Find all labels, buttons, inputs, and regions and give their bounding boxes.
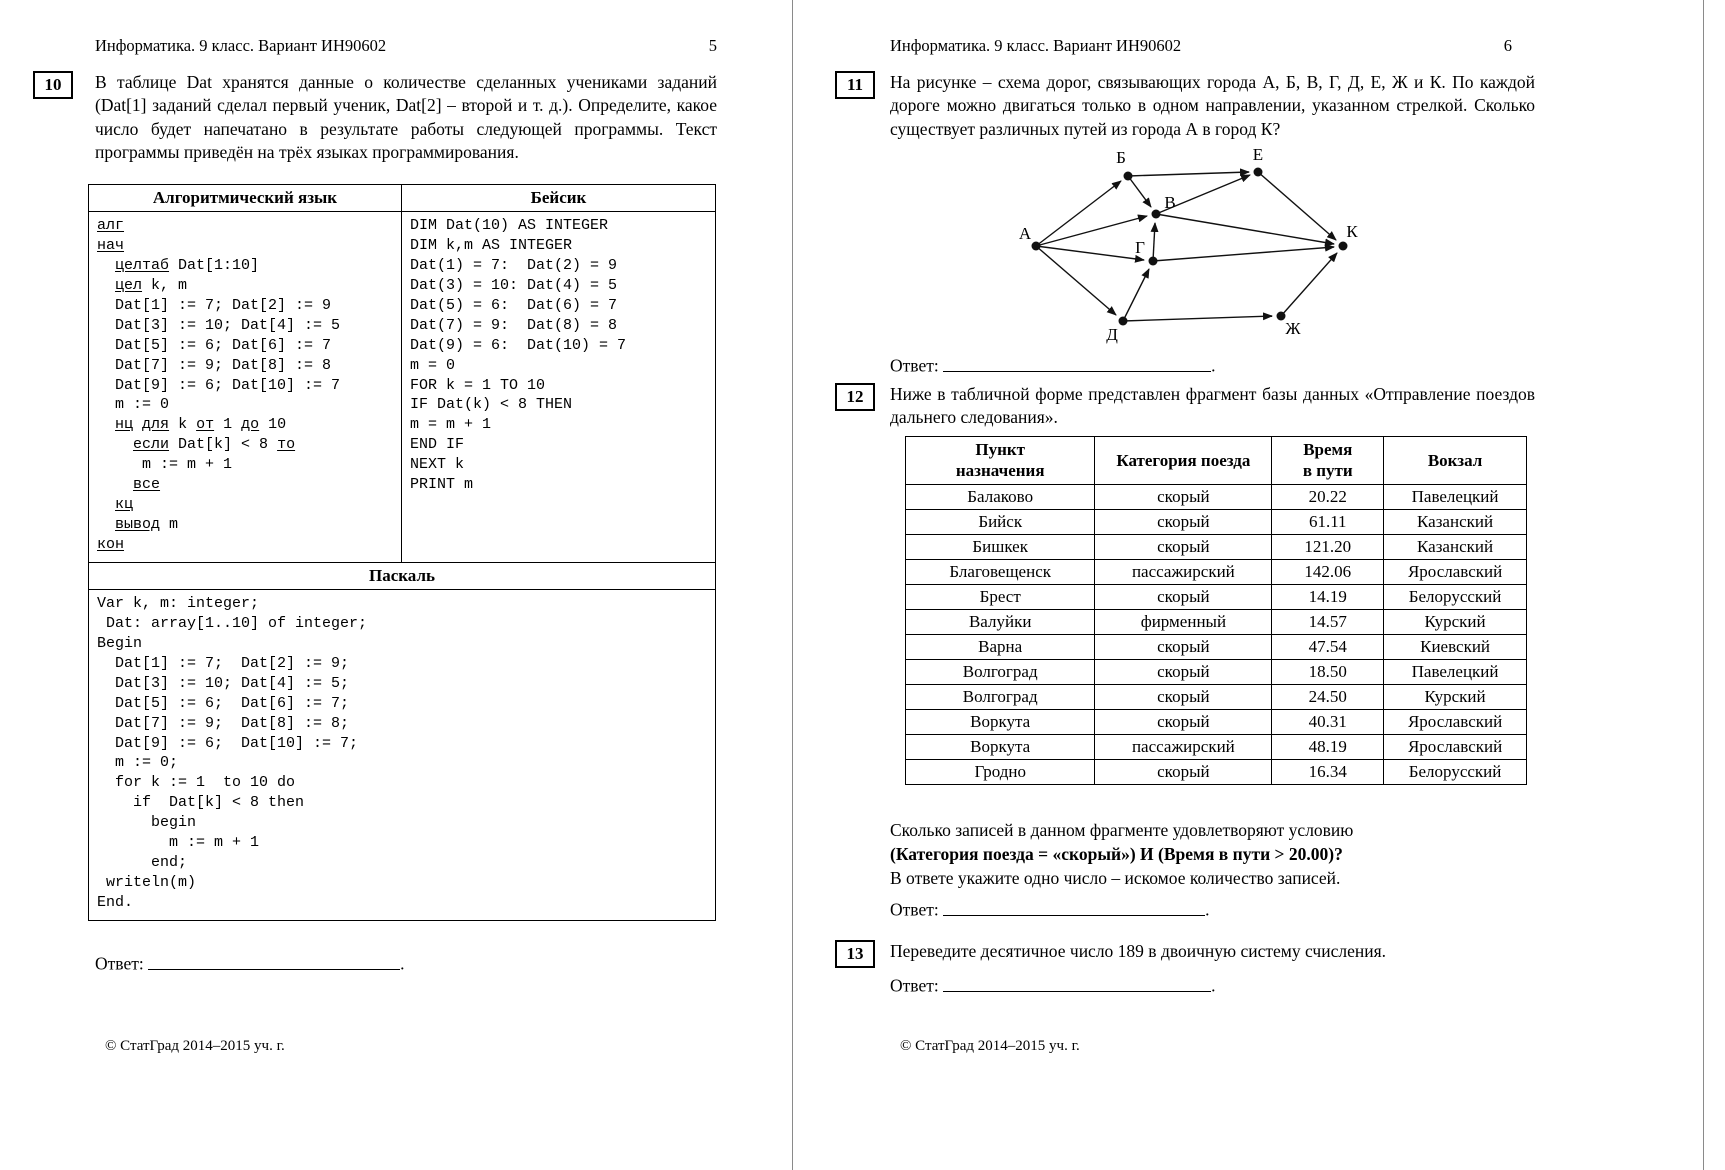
- answer-line-10: [95, 952, 404, 975]
- table-cell: Павелецкий: [1384, 484, 1527, 509]
- table-cell: Курский: [1384, 609, 1527, 634]
- edge-G-K: [1153, 247, 1334, 261]
- header-title: Информатика. 9 класс. Вариант ИН90602: [890, 36, 1182, 55]
- code-table: [88, 184, 716, 921]
- code-line: m = m + 1: [410, 416, 492, 434]
- graph-node-label: А: [1018, 224, 1032, 243]
- table-cell: Ярославский: [1384, 734, 1527, 759]
- code-line: m := 0;: [97, 754, 179, 772]
- code-line: m := 0: [97, 396, 170, 414]
- question-line: Сколько записей в данном фрагменте удовлетворяют условию: [890, 820, 1354, 840]
- edge-V-K: [1156, 214, 1334, 244]
- graph-node-label: Б: [1116, 148, 1126, 167]
- page-footer: © СтатГрад 2014–2015 уч. г.: [105, 1038, 285, 1054]
- header-line: Категория поезда: [1116, 450, 1251, 470]
- task-12-intro: Ниже в табличной форме представлен фрагмент базы данных «Отправление поездов дальнего следования».: [890, 384, 1535, 428]
- edge-B-V: [1128, 176, 1151, 207]
- table-row: [906, 759, 1527, 784]
- answer-line-13: [890, 974, 1215, 997]
- code-line: если Dat[k] < 8 то: [133, 436, 296, 454]
- roads-graph-figure: [988, 146, 1418, 356]
- table-cell: 61.11: [1272, 509, 1384, 534]
- table-cell: Гродно: [906, 759, 1095, 784]
- code-line: IF Dat(k) < 8 THEN: [410, 396, 573, 414]
- edge-D-G: [1123, 269, 1149, 321]
- node-dot-ZH: [1277, 312, 1286, 321]
- task-number-box-12: [835, 383, 875, 411]
- code-table-body: [89, 212, 715, 562]
- answer-line-11: [890, 354, 1215, 377]
- table-cell: Казанский: [1384, 509, 1527, 534]
- table-cell: скорый: [1095, 534, 1272, 559]
- roads-graph: [988, 146, 1418, 351]
- column-header-station: [1384, 437, 1527, 485]
- page-header: [95, 36, 717, 56]
- node-dot-A: [1032, 242, 1041, 251]
- edge-A-D: [1036, 246, 1116, 315]
- code-line: целтаб Dat[1:10]: [115, 256, 260, 274]
- code-line: for k := 1 to 10 do: [97, 774, 296, 792]
- code-line: цел k, m: [115, 276, 188, 294]
- edge-G-V: [1153, 223, 1155, 261]
- table-cell: 24.50: [1272, 684, 1384, 709]
- code-table-header-row: [89, 185, 715, 212]
- pascal-section-header: Паскаль: [89, 562, 715, 590]
- edge-D-ZH: [1123, 316, 1272, 321]
- code-line: нач: [97, 236, 125, 254]
- table-cell: Волгоград: [906, 659, 1095, 684]
- header-line: Пункт: [975, 440, 1026, 459]
- task-number: 11: [846, 75, 864, 94]
- code-line: m := m + 1: [97, 834, 260, 852]
- answer-suffix: .: [1211, 975, 1216, 996]
- code-line: Dat[5] := 6; Dat[6] := 7;: [97, 694, 350, 712]
- table-cell: 48.19: [1272, 734, 1384, 759]
- code-line: End.: [97, 894, 134, 911]
- code-line: Dat[5] := 6; Dat[6] := 7: [97, 336, 332, 354]
- table-row: [906, 634, 1527, 659]
- node-dot-D: [1119, 317, 1128, 326]
- table-cell: фирменный: [1095, 609, 1272, 634]
- graph-node-label: Ж: [1285, 319, 1301, 338]
- table-cell: Воркута: [906, 734, 1095, 759]
- code-line: Dat[7] := 9; Dat[8] := 8: [97, 356, 332, 374]
- code-line: вывод m: [115, 516, 179, 534]
- table-cell: 47.54: [1272, 634, 1384, 659]
- table-cell: пассажирский: [1095, 559, 1272, 584]
- graph-node-label: Д: [1106, 325, 1118, 344]
- question-condition: (Категория поезда = «скорый») И (Время в пути > 20.00)?: [890, 844, 1343, 865]
- table-cell: Бийск: [906, 509, 1095, 534]
- table-cell: Брест: [906, 584, 1095, 609]
- task-12-question: [890, 818, 1538, 890]
- table-cell: 121.20: [1272, 534, 1384, 559]
- code-line: if Dat[k] < 8 then: [97, 794, 305, 812]
- code-line: Var k, m: integer;: [97, 594, 260, 612]
- algo-column-header: Алгоритмический язык: [89, 185, 402, 211]
- code-line: кц: [115, 496, 134, 514]
- table-cell: скорый: [1095, 659, 1272, 684]
- node-dot-B: [1124, 172, 1133, 181]
- edge-B-E: [1128, 172, 1249, 176]
- page-number: 6: [1503, 36, 1512, 55]
- task-13-text: Переведите десятичное число 189 в двоичную систему счисления.: [890, 941, 1386, 961]
- task-number: 12: [846, 387, 864, 406]
- answer-label: Ответ:: [890, 355, 939, 376]
- code-line: Dat[1] := 7; Dat[2] := 9;: [97, 654, 350, 672]
- code-line: Dat[9] := 6; Dat[10] := 7;: [97, 734, 359, 752]
- algo-code-block: [89, 212, 402, 562]
- code-line: m = 0: [410, 356, 456, 374]
- code-line: алг: [97, 217, 125, 234]
- task-number: 10: [44, 75, 62, 94]
- table-cell: Волгоград: [906, 684, 1095, 709]
- table-row: [906, 734, 1527, 759]
- answer-blank: [943, 898, 1205, 916]
- code-line: Dat[9] := 6; Dat[10] := 7: [97, 376, 341, 394]
- table-cell: 16.34: [1272, 759, 1384, 784]
- table-row: [906, 534, 1527, 559]
- header-title: Информатика. 9 класс. Вариант ИН90602: [95, 36, 387, 55]
- page-number: 5: [708, 36, 717, 55]
- header-line: назначения: [955, 461, 1045, 481]
- answer-suffix: .: [1211, 355, 1216, 376]
- code-line: begin: [97, 814, 197, 832]
- task-number-box-10: [33, 71, 73, 99]
- basic-column-header: Бейсик: [530, 188, 587, 207]
- task-number-box-13: [835, 940, 875, 968]
- table-cell: 14.19: [1272, 584, 1384, 609]
- column-header-category: [1095, 437, 1272, 485]
- table-cell: Бишкек: [906, 534, 1095, 559]
- table-cell: Валуйки: [906, 609, 1095, 634]
- code-line: Dat(1) = 7: Dat(2) = 9: [410, 256, 618, 274]
- table-row: [906, 684, 1527, 709]
- task-11-text: На рисунке – схема дорог, связывающих города А, Б, В, Г, Д, Е, Ж и К. По каждой дороге можно двигаться только в одном направлении, указанном стрелкой. Сколько существует различных путей из города А в город К?: [890, 72, 1535, 139]
- code-line: Dat(7) = 9: Dat(8) = 8: [410, 316, 618, 334]
- table-cell: Воркута: [906, 709, 1095, 734]
- page-5: [0, 0, 793, 1170]
- table-cell: 18.50: [1272, 659, 1384, 684]
- table-header-row: [906, 437, 1527, 485]
- answer-blank: [943, 974, 1211, 992]
- trains-table: [905, 436, 1527, 785]
- task-10-text: В таблице Dat хранятся данные о количестве сделанных учениками заданий (Dat[1] заданий сделал первый ученик, Dat[2] – второй и т. д.). Определите, какое число будет напечатано в результате работы следующей программы. Текст программы приведён на трёх языках программирования.: [95, 72, 717, 162]
- answer-blank: [148, 952, 400, 970]
- code-line: END IF: [410, 436, 465, 454]
- answer-label: Ответ:: [890, 899, 939, 920]
- table-cell: скорый: [1095, 709, 1272, 734]
- column-header-destination: [906, 437, 1095, 485]
- code-line: Dat: array[1..10] of integer;: [97, 614, 368, 632]
- code-line: Dat[3] := 10; Dat[4] := 5;: [97, 674, 350, 692]
- code-line: Dat(3) = 10: Dat(4) = 5: [410, 276, 618, 294]
- code-line: Dat(5) = 6: Dat(6) = 7: [410, 296, 618, 314]
- code-line: end;: [97, 854, 188, 872]
- table-cell: Белорусский: [1384, 584, 1527, 609]
- table-cell: 14.57: [1272, 609, 1384, 634]
- table-cell: пассажирский: [1095, 734, 1272, 759]
- table-cell: Ярославский: [1384, 709, 1527, 734]
- table-row: [906, 584, 1527, 609]
- code-line: DIM k,m AS INTEGER: [410, 236, 573, 254]
- table-cell: 40.31: [1272, 709, 1384, 734]
- table-row: [906, 609, 1527, 634]
- node-dot-K: [1339, 242, 1348, 251]
- code-line: PRINT m: [410, 476, 474, 494]
- header-line: Время: [1303, 440, 1353, 459]
- table-cell: 142.06: [1272, 559, 1384, 584]
- table-row: [906, 484, 1527, 509]
- table-cell: Киевский: [1384, 634, 1527, 659]
- table-cell: скорый: [1095, 509, 1272, 534]
- edge-A-G: [1036, 246, 1144, 260]
- answer-line-12: [890, 898, 1209, 921]
- header-line: Вокзал: [1427, 450, 1483, 470]
- graph-node-label: Е: [1252, 146, 1264, 164]
- table-row: [906, 509, 1527, 534]
- answer-suffix: .: [400, 953, 405, 974]
- node-dot-G: [1149, 257, 1158, 266]
- question-line: В ответе укажите одно число – искомое количество записей.: [890, 868, 1341, 889]
- code-line: NEXT k: [410, 456, 465, 474]
- edge-ZH-K: [1281, 253, 1337, 316]
- table-cell: скорый: [1095, 484, 1272, 509]
- code-line: Dat[7] := 9; Dat[8] := 8;: [97, 714, 350, 732]
- table-cell: Белорусский: [1384, 759, 1527, 784]
- code-line: Dat[3] := 10; Dat[4] := 5: [97, 316, 341, 334]
- graph-edges: [1036, 172, 1337, 321]
- pascal-code-block: [89, 590, 715, 920]
- table-cell: Варна: [906, 634, 1095, 659]
- graph-nodes: [1032, 168, 1348, 326]
- table-cell: Благовещенск: [906, 559, 1095, 584]
- table-cell: скорый: [1095, 584, 1272, 609]
- code-line: writeln(m): [97, 874, 197, 892]
- graph-node-label: К: [1346, 222, 1358, 241]
- table-row: [906, 709, 1527, 734]
- code-line: Begin: [97, 634, 143, 652]
- code-line: нц для k от 1 до 10: [115, 416, 287, 434]
- edge-E-K: [1258, 172, 1336, 240]
- table-cell: Балаково: [906, 484, 1095, 509]
- code-line: кон: [97, 536, 125, 553]
- table-cell: скорый: [1095, 634, 1272, 659]
- node-dot-V: [1152, 210, 1161, 219]
- code-line: все: [133, 476, 161, 494]
- edge-A-V: [1036, 216, 1147, 246]
- table-cell: скорый: [1095, 759, 1272, 784]
- code-line: FOR k = 1 TO 10: [410, 376, 546, 394]
- edge-A-B: [1036, 181, 1121, 246]
- code-line: DIM Dat(10) AS INTEGER: [410, 217, 609, 234]
- table-row: [906, 559, 1527, 584]
- page-header: [890, 36, 1512, 56]
- column-header-duration: [1272, 437, 1384, 485]
- task-number-box-11: [835, 71, 875, 99]
- table-cell: Павелецкий: [1384, 659, 1527, 684]
- table-cell: Казанский: [1384, 534, 1527, 559]
- answer-label: Ответ:: [890, 975, 939, 996]
- answer-label: Ответ:: [95, 953, 144, 974]
- page-footer: © СтатГрад 2014–2015 уч. г.: [900, 1038, 1080, 1054]
- answer-blank: [943, 354, 1211, 372]
- table-cell: Курский: [1384, 684, 1527, 709]
- code-line: Dat[1] := 7; Dat[2] := 9: [97, 296, 332, 314]
- table-cell: Ярославский: [1384, 559, 1527, 584]
- basic-code-block: [402, 212, 715, 562]
- table-cell: скорый: [1095, 684, 1272, 709]
- graph-node-label: Г: [1135, 238, 1145, 257]
- answer-suffix: .: [1205, 899, 1210, 920]
- header-line: в пути: [1302, 461, 1353, 481]
- graph-node-label: В: [1164, 193, 1176, 212]
- graph-node-labels: [1019, 146, 1358, 344]
- table-row: [906, 659, 1527, 684]
- code-line: Dat(9) = 6: Dat(10) = 7: [410, 336, 627, 354]
- page-6: [793, 0, 1725, 1170]
- code-line: m := m + 1: [97, 456, 233, 474]
- node-dot-E: [1254, 168, 1263, 177]
- table-cell: 20.22: [1272, 484, 1384, 509]
- task-number: 13: [846, 944, 864, 963]
